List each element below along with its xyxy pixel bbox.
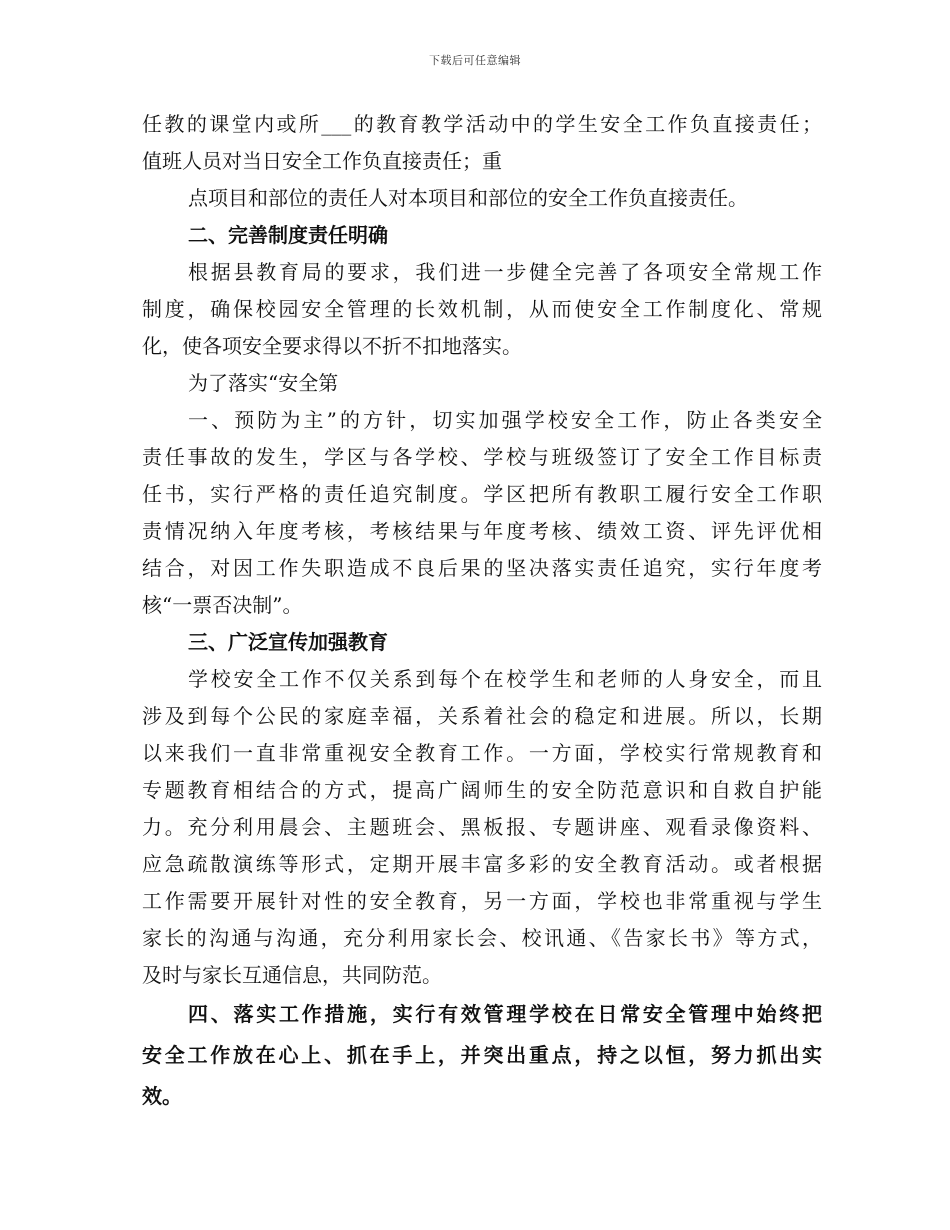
text-line: 值班人员对当日安全工作负直接责任；重 xyxy=(142,149,502,173)
section-heading: 三、广泛宣传加强教育 xyxy=(188,630,388,654)
text-line: 责情况纳入年度考核，考核结果与年度考核、绩效工资、评先评优相 xyxy=(142,519,822,543)
bold-paragraph-line: 效。 xyxy=(142,1084,182,1108)
text-line: 点项目和部位的责任人对本项目和部位的安全工作负直接责任。 xyxy=(188,186,748,210)
text-line: 专题教育相结合的方式，提高广阔师生的安全防范意识和自救自护能 xyxy=(142,778,822,802)
text-line: 家长的沟通与沟通，充分利用家长会、校讯通、《告家长书》等方式， xyxy=(142,926,822,950)
text-line: 化，使各项安全要求得以不折不扣地落实。 xyxy=(142,334,522,358)
text-line: 任书，实行严格的责任追究制度。学区把所有教职工履行安全工作职 xyxy=(142,482,822,506)
text-line: 任教的课堂内或所___的教育教学活动中的学生安全工作负直接责任； xyxy=(142,112,822,136)
text-line: 工作需要开展针对性的安全教育，另一方面，学校也非常重视与学生 xyxy=(142,889,822,913)
text-line: 核“一票否决制”。 xyxy=(142,593,303,617)
bold-paragraph-line: 四、落实工作措施，实行有效管理学校在日常安全管理中始终把 xyxy=(188,1002,822,1026)
text-line: 责任事故的发生，学区与各学校、学校与班级签订了安全工作目标责 xyxy=(142,445,822,469)
text-line: 学校安全工作不仅关系到每个在校学生和老师的人身安全，而且 xyxy=(188,667,822,691)
text-line: 根据县教育局的要求，我们进一步健全完善了各项安全常规工作 xyxy=(188,260,822,284)
text-line: 为了落实“安全第 xyxy=(188,371,339,395)
text-line: 以来我们一直非常重视安全教育工作。一方面，学校实行常规教育和 xyxy=(142,741,822,765)
text-line: 制度，确保校园安全管理的长效机制，从而使安全工作制度化、常规 xyxy=(142,297,822,321)
bold-paragraph-line: 安全工作放在心上、抓在手上，并突出重点，持之以恒，努力抓出实 xyxy=(142,1043,822,1067)
text-line: 涉及到每个公民的家庭幸福，关系着社会的稳定和进展。所以，长期 xyxy=(142,704,822,728)
document-body xyxy=(142,106,822,1117)
text-line: 及时与家长互通信息，共同防范。 xyxy=(142,963,442,987)
text-line: 一、预防为主”的方针，切实加强学校安全工作，防止各类安全 xyxy=(188,408,822,432)
section-heading: 二、完善制度责任明确 xyxy=(188,223,388,247)
page-header: 下载后可任意编辑 xyxy=(429,54,521,67)
text-line: 结合，对因工作失职造成不良后果的坚决落实责任追究，实行年度考 xyxy=(142,556,822,580)
text-line: 应急疏散演练等形式，定期开展丰富多彩的安全教育活动。或者根据 xyxy=(142,852,822,876)
text-line: 力。充分利用晨会、主题班会、黑板报、专题讲座、观看录像资料、 xyxy=(142,815,822,839)
